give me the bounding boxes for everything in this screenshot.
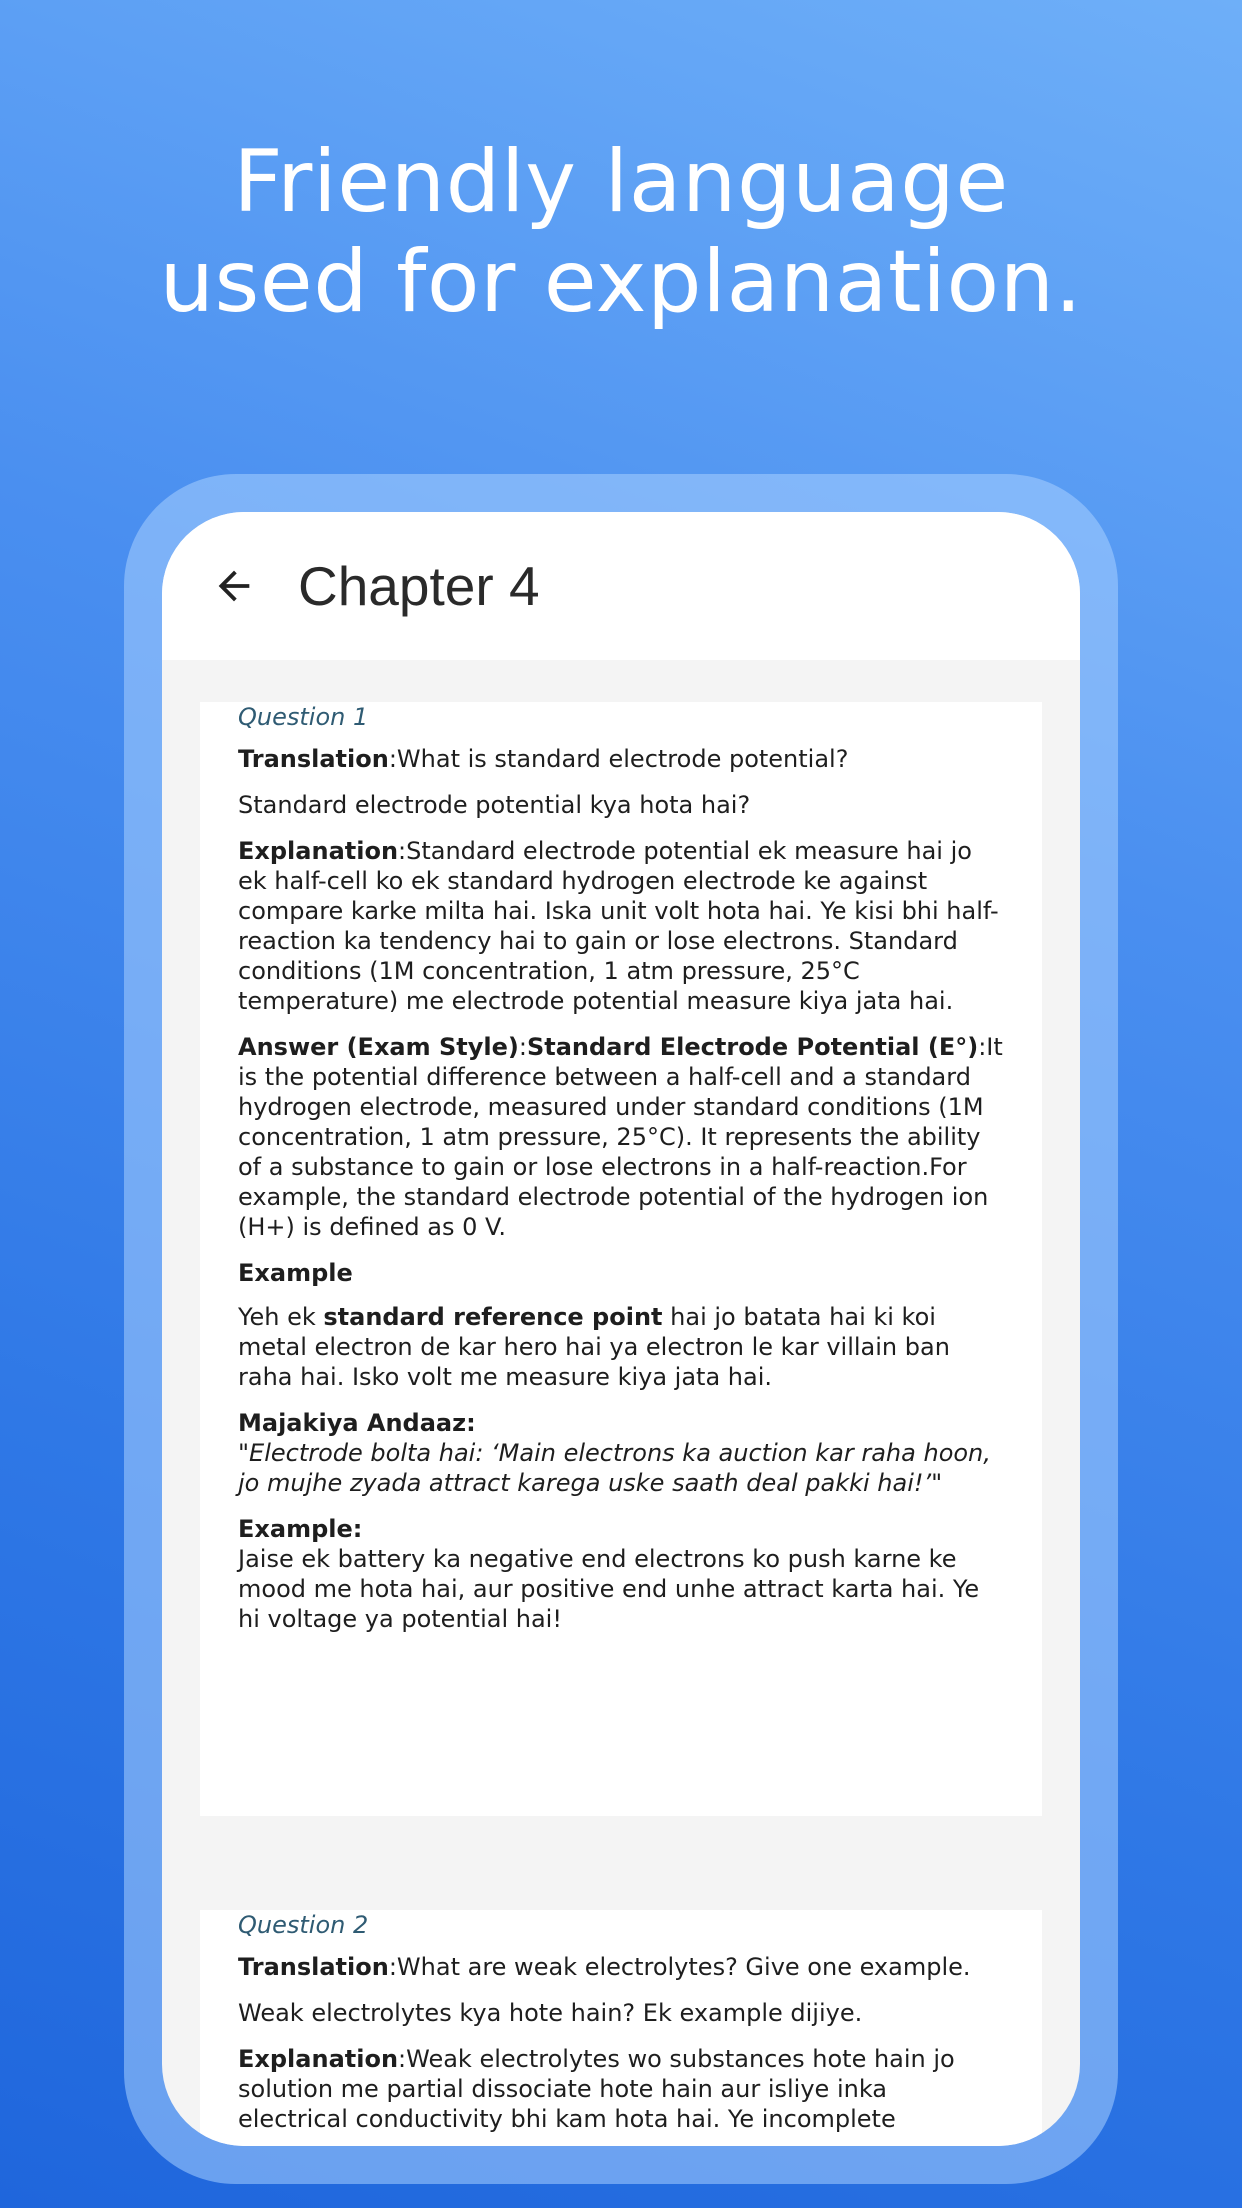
answer-separator: :: [518, 1033, 527, 1061]
example-title: Example: [238, 1259, 353, 1287]
hindi-question: Weak electrolytes kya hote hain? Ek example dijiye.: [238, 1999, 863, 2027]
headline-line-2: used for explanation.: [159, 232, 1083, 332]
promo-headline: [0, 132, 1242, 332]
answer-text: :It is the potential difference between a half-cell and a standard hydrogen electrode, measured under standard conditions (1M concentration, 1 atm pressure, 25°C). It represents the ability of a substance to gain or lose electrons in a half-reaction.For example, the standard electrode potential of the hydrogen ion (H+) is defined as 0 V.: [238, 1033, 1003, 1241]
hindi-question: Standard electrode potential kya hota hai?: [238, 791, 751, 819]
translation-label: Translation: [238, 745, 389, 773]
explanation-paragraph: [238, 2044, 1004, 2134]
example2-title: Example:: [238, 1515, 363, 1543]
answer-label: Answer (Exam Style): [238, 1033, 519, 1061]
explanation-text: :Standard electrode potential ek measure hai jo ek half-cell ko ek standard hydrogen electrode ke against compare karke milta hai. Iska unit volt hota hai. Ye kisi bhi half-reaction ka tendency hai to gain or lose electrons. Standard conditions (1M concentration, 1 atm pressure, 25°C temperature) me electrode potential measure kiya jata hai.: [238, 837, 999, 1015]
headline-line-1: Friendly language: [233, 132, 1009, 232]
question-card: [200, 1910, 1042, 2146]
translation-paragraph: [238, 1952, 1004, 1982]
example2-text: Jaise ek battery ka negative end electrons ko push karne ke mood me hota hai, aur positive end unhe attract karta hai. Ye hi voltage ya potential hai!: [238, 1545, 980, 1633]
funny-title: Majakiya Andaaz:: [238, 1409, 476, 1437]
translation-paragraph: [238, 744, 1004, 774]
page-title: Chapter 4: [298, 555, 540, 617]
app-bar: [162, 512, 1080, 660]
question-label: Question 2: [238, 1911, 369, 1939]
translation-text: :What are weak electrolytes? Give one example.: [388, 1953, 971, 1981]
example-paragraph: [238, 1302, 1004, 1392]
answer-term: Standard Electrode Potential (E°): [526, 1033, 979, 1061]
example-post: hai jo batata hai ki koi metal electron de kar hero hai ya electron le kar villain ban raha hai. Isko volt me measure kiya jata hai.: [238, 1303, 950, 1391]
example-bold: standard reference point: [323, 1303, 663, 1331]
answer-paragraph: [238, 1032, 1004, 1242]
translation-text: :What is standard electrode potential?: [388, 745, 849, 773]
question-card: [200, 702, 1042, 1816]
funny-text: "Electrode bolta hai: ‘Main electrons ka auction kar raha hoon, jo mujhe zyada attract karega uske saath deal pakki hai!’": [238, 1439, 991, 1497]
back-button[interactable]: [202, 554, 266, 618]
explanation-label: Explanation: [238, 837, 399, 865]
explanation-text: :Weak electrolytes wo substances hote hain jo solution me partial dissociate hote hain aur isliye inka electrical conductivity bhi kam hota hai. Ye incomplete: [238, 2045, 955, 2133]
explanation-paragraph: [238, 836, 1004, 1016]
arrow-left-icon: [211, 563, 257, 609]
question-label: Question 1: [238, 703, 369, 731]
app-screen: [162, 512, 1080, 2146]
translation-label: Translation: [238, 1953, 389, 1981]
explanation-label: Explanation: [238, 2045, 399, 2073]
example-pre: Yeh ek: [238, 1303, 324, 1331]
